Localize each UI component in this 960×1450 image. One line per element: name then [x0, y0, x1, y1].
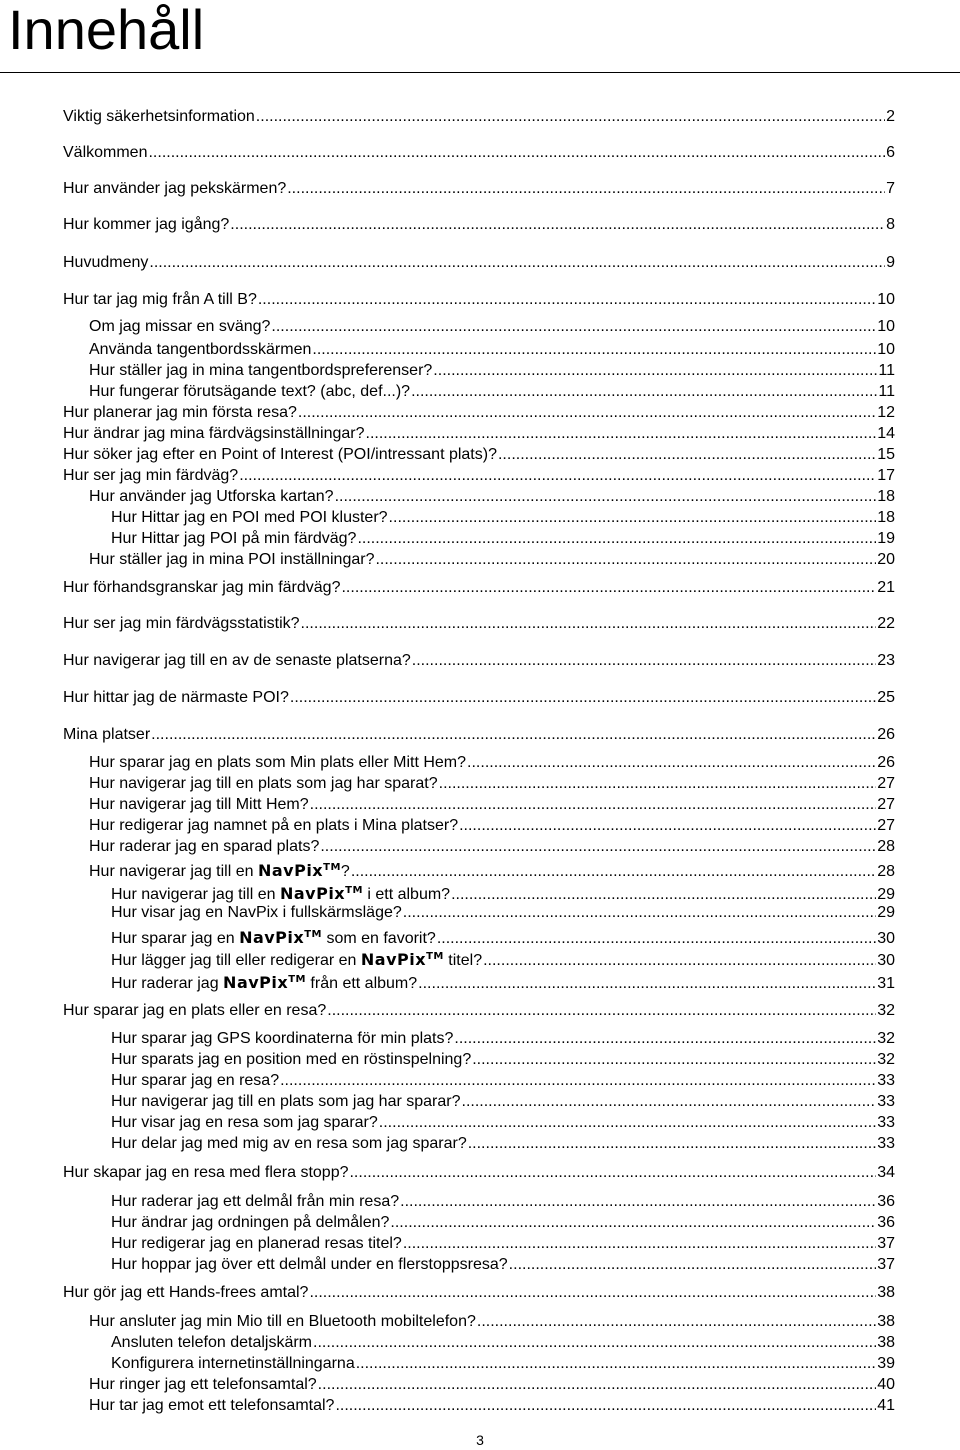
toc-entry[interactable] [89, 487, 895, 507]
toc-entry-page: 33 [877, 1093, 895, 1110]
dot-leader [335, 1396, 876, 1416]
dot-leader [309, 1283, 876, 1303]
toc-entry[interactable] [89, 795, 895, 815]
toc-entry-label: Hur navigerar jag till Mitt Hem? [89, 796, 309, 813]
page-title: Innehåll [8, 0, 205, 61]
toc-entry-label: Hur ringer jag ett telefonsamtal? [89, 1376, 317, 1393]
toc-entry[interactable] [63, 445, 895, 465]
toc-entry-label: Hur fungerar förutsägande text? (abc, def...)? [89, 383, 411, 400]
dot-leader [462, 1092, 877, 1112]
toc-entry-label: Hur ändrar jag mina färdvägsinställningar? [63, 425, 365, 442]
toc-entry-page: 38 [877, 1313, 895, 1330]
toc-entry-page: 28 [877, 838, 895, 855]
toc-entry-label: Hur skapar jag en resa med flera stopp? [63, 1164, 349, 1181]
toc-entry[interactable] [89, 550, 895, 570]
navpix-brand [280, 884, 363, 903]
dot-leader [356, 1354, 876, 1374]
dot-leader [477, 1312, 876, 1332]
dot-leader [403, 1234, 876, 1254]
toc-entry-label: Viktig säkerhetsinformation [63, 108, 255, 125]
navpix-brand-name: NavPix [360, 950, 427, 969]
toc-entry-label: Hur sparar jag GPS koordinaterna för min plats? [111, 1030, 454, 1047]
toc-entry-label: Hur hoppar jag över ett delmål under en flerstoppsresa? [111, 1256, 508, 1273]
dot-leader [379, 1113, 876, 1133]
toc-entry[interactable] [111, 1234, 895, 1254]
dot-leader [459, 816, 876, 836]
toc-entry-page: 38 [877, 1334, 895, 1351]
dot-leader [468, 1134, 876, 1154]
toc-entry-label: Om jag missar en sväng? [89, 318, 271, 335]
toc-entry-page: 11 [878, 362, 895, 379]
dot-leader [472, 1050, 876, 1070]
toc-entry-label: Hur planerar jag min första resa? [63, 404, 297, 421]
navpix-brand-name: NavPix [239, 928, 305, 947]
dot-leader [280, 1071, 876, 1091]
toc-entry-page: 10 [877, 318, 895, 335]
toc-entry-label [111, 881, 450, 905]
toc-entry-page: 38 [877, 1284, 895, 1301]
dot-leader [313, 1333, 876, 1353]
navpix-brand-name: NavPix [279, 884, 346, 903]
page-number: 3 [476, 1432, 484, 1448]
toc-entry-label-post: från ett album? [305, 975, 418, 992]
dot-leader [439, 774, 877, 794]
toc-entry-label: Hur Hittar jag en POI med POI kluster? [111, 509, 388, 526]
dot-leader [451, 885, 876, 905]
toc-entry[interactable] [89, 858, 895, 882]
navpix-brand [239, 928, 322, 947]
toc-entry-label: Konfigurera internetinställningarna [111, 1355, 355, 1372]
toc-entry-page: 25 [877, 689, 895, 706]
dot-leader [148, 143, 885, 163]
dot-leader [327, 1001, 876, 1021]
toc-entry[interactable] [63, 725, 895, 745]
toc-entry-label: Hur ser jag min färdväg? [63, 467, 239, 484]
toc-entry-label: Mina platser [63, 726, 151, 743]
dot-leader [301, 614, 877, 634]
toc-entry[interactable] [89, 1396, 895, 1416]
toc-entry-label: Hur tar jag emot ett telefonsamtal? [89, 1397, 335, 1414]
toc-entry[interactable] [89, 753, 895, 773]
toc-entry-page: 10 [877, 291, 895, 308]
dot-leader [375, 550, 876, 570]
toc-entry-page: 27 [877, 796, 895, 813]
toc-entry-label: Hur Hittar jag POI på min färdväg? [111, 530, 357, 547]
toc-entry-label: Hur delar jag med mig av en resa som jag sparar? [111, 1135, 467, 1152]
toc-entry-label: Hur sparar jag en plats som Min plats eller Mitt Hem? [89, 754, 467, 771]
toc-entry-label: Hur redigerar jag namnet på en plats i Mina platser? [89, 817, 459, 834]
trademark-mark: TM [323, 862, 341, 873]
dot-leader [400, 1192, 876, 1212]
toc-entry[interactable] [89, 816, 895, 836]
toc-entry[interactable] [111, 1134, 895, 1154]
toc-entry-label: Hur ändrar jag ordningen på delmålen? [111, 1214, 390, 1231]
dot-leader [320, 837, 876, 857]
toc-entry-label: Hur visar jag en resa som jag sparar? [111, 1114, 378, 1131]
toc-entry-label: Ansluten telefon detaljskärm [111, 1334, 312, 1351]
toc-entry-page: 27 [877, 775, 895, 792]
toc-entry[interactable] [111, 1050, 895, 1070]
toc-entry[interactable] [111, 1255, 895, 1275]
toc-entry[interactable] [111, 903, 895, 923]
navpix-brand [258, 861, 341, 880]
dot-leader [341, 578, 876, 598]
dot-leader [498, 445, 876, 465]
toc-entry-label-pre: Hur raderar jag [111, 975, 224, 992]
toc-entry-page: 37 [877, 1235, 895, 1252]
dot-leader [467, 753, 876, 773]
toc-entry-page: 21 [877, 579, 895, 596]
toc-entry-label: Hur raderar jag en sparad plats? [89, 838, 320, 855]
toc-entry-label: Hur sparats jag en position med en röstinspelning? [111, 1051, 472, 1068]
toc-entry-label-pre: Hur navigerar jag till en [89, 863, 258, 880]
dot-leader [312, 340, 876, 360]
toc-entry-page: 19 [877, 530, 895, 547]
dot-leader [483, 951, 876, 971]
dot-leader [239, 466, 876, 486]
toc-entry-label: Hur sparar jag en plats eller en resa? [63, 1002, 327, 1019]
toc-entry[interactable] [111, 1071, 895, 1091]
toc-entry[interactable] [111, 1029, 895, 1049]
toc-entry-label: Använda tangentbordsskärmen [89, 341, 312, 358]
toc-entry-page: 31 [877, 975, 895, 992]
toc-entry[interactable] [89, 1312, 895, 1332]
toc-entry-label [111, 970, 417, 994]
toc-entry[interactable] [63, 107, 895, 127]
toc-entry-label: Hur navigerar jag till en plats som jag har sparar? [111, 1093, 461, 1110]
dot-leader [437, 929, 876, 949]
navpix-brand-name: NavPix [257, 861, 324, 880]
toc-entry[interactable] [89, 317, 895, 337]
navpix-brand [223, 973, 306, 992]
toc-entry-label-pre: Hur sparar jag en [111, 930, 240, 947]
toc-entry[interactable] [63, 688, 895, 708]
toc-entry-label: Hur navigerar jag till en plats som jag har sparat? [89, 775, 438, 792]
toc-entry[interactable] [89, 340, 895, 360]
toc-entry-label-pre: Hur navigerar jag till en [111, 886, 280, 903]
dot-leader [290, 688, 876, 708]
trademark-mark: TM [304, 929, 322, 940]
toc-entry-page: 26 [877, 754, 895, 771]
dot-leader [366, 424, 877, 444]
toc-entry[interactable] [111, 1354, 895, 1374]
toc-entry-label: Hur hittar jag de närmaste POI? [63, 689, 289, 706]
toc-entry-page: 12 [877, 404, 895, 421]
toc-entry-page: 33 [877, 1114, 895, 1131]
toc-entry[interactable] [63, 614, 895, 634]
toc-entry-page: 39 [877, 1355, 895, 1372]
toc-entry[interactable] [89, 1375, 895, 1395]
toc-entry-label-post: ? [340, 863, 350, 880]
toc-entry[interactable] [63, 179, 895, 199]
dot-leader [412, 651, 876, 671]
toc-entry-label: Hur ställer jag in mina POI inställningar? [89, 551, 375, 568]
toc-entry-label: Hur gör jag ett Hands-frees amtal? [63, 1284, 309, 1301]
toc-entry-label-post: i ett album? [362, 886, 451, 903]
toc-entry-page: 26 [877, 726, 895, 743]
toc-entry-page: 41 [877, 1397, 895, 1414]
toc-entry-page: 14 [877, 425, 895, 442]
toc-entry-page: 27 [877, 817, 895, 834]
toc-entry-label: Hur ansluter jag min Mio till en Bluetooth mobiltelefon? [89, 1313, 476, 1330]
toc-entry-label [89, 858, 350, 882]
toc-entry[interactable] [63, 403, 895, 423]
dot-leader [509, 1255, 877, 1275]
toc-entry[interactable] [111, 1113, 895, 1133]
dot-leader [335, 487, 877, 507]
toc-entry-page: 17 [877, 467, 895, 484]
toc-entry-label-pre: Hur lägger jag till eller redigerar en [111, 952, 361, 969]
toc-entry-page: 15 [877, 446, 895, 463]
toc-entry-label: Hur kommer jag igång? [63, 216, 230, 233]
toc-entry-page: 32 [877, 1051, 895, 1068]
toc-entry[interactable] [111, 881, 895, 905]
toc-entry-page: 29 [877, 904, 895, 921]
toc-entry-label: Hur söker jag efter en Point of Interest (POI/intressant plats)? [63, 446, 497, 463]
toc-entry-page: 36 [877, 1214, 895, 1231]
dot-leader [271, 317, 876, 337]
toc-entry-page: 34 [877, 1164, 895, 1181]
dot-leader [454, 1029, 876, 1049]
toc-entry[interactable] [63, 1283, 895, 1303]
toc-entry[interactable] [63, 1163, 895, 1183]
dot-leader [287, 179, 885, 199]
toc-entry-page: 8 [886, 216, 895, 233]
toc-entry[interactable] [63, 578, 895, 598]
dot-leader [418, 974, 876, 994]
toc-entry[interactable] [63, 424, 895, 444]
toc-entry-label: Hur ställer jag in mina tangentbordspreferenser? [89, 362, 433, 379]
navpix-brand-name: NavPix [223, 973, 289, 992]
toc-entry[interactable] [89, 361, 895, 381]
dot-leader [390, 1213, 876, 1233]
toc-entry-page: 29 [877, 886, 895, 903]
toc-entry-page: 30 [877, 930, 895, 947]
toc-entry[interactable] [111, 1092, 895, 1112]
toc-entry-page: 22 [877, 615, 895, 632]
toc-entry[interactable] [111, 508, 895, 528]
toc-entry-label: Hur använder jag Utforska kartan? [89, 488, 334, 505]
dot-leader [357, 529, 876, 549]
dot-leader [230, 215, 885, 235]
toc-entry-label-post: titel? [443, 952, 483, 969]
toc-entry[interactable] [63, 215, 895, 235]
toc-entry[interactable] [89, 837, 895, 857]
toc-entry-page: 36 [877, 1193, 895, 1210]
dot-leader [298, 403, 876, 423]
dot-leader [256, 107, 885, 127]
toc-entry-label [111, 947, 482, 971]
dot-leader [349, 1163, 876, 1183]
toc-entry-label: Hur ser jag min färdvägsstatistik? [63, 615, 300, 632]
toc-entry-page: 33 [877, 1072, 895, 1089]
toc-entry-label: Hur förhandsgranskar jag min färdväg? [63, 579, 341, 596]
toc-entry-page: 32 [877, 1002, 895, 1019]
toc-entry-page: 30 [877, 952, 895, 969]
toc-entry[interactable] [111, 529, 895, 549]
toc-entry-page: 11 [878, 383, 895, 400]
trademark-mark: TM [426, 951, 444, 962]
toc-entry[interactable] [63, 466, 895, 486]
toc-entry-label: Hur navigerar jag till en av de senaste platserna? [63, 652, 411, 669]
toc-entry-label: Hur visar jag en NavPix i fullskärmsläge? [111, 904, 402, 921]
toc-entry-page: 40 [877, 1376, 895, 1393]
dot-leader [149, 253, 885, 273]
toc-entry-label: Hur tar jag mig från A till B? [63, 291, 257, 308]
toc-entry[interactable] [111, 925, 895, 949]
dot-leader [411, 382, 877, 402]
dot-leader [433, 361, 877, 381]
toc-entry[interactable] [111, 1333, 895, 1353]
toc-entry[interactable] [89, 382, 895, 402]
toc-entry-label: Hur använder jag pekskärmen? [63, 180, 287, 197]
toc-entry-page: 28 [877, 863, 895, 880]
dot-leader [310, 795, 877, 815]
dot-leader [403, 903, 876, 923]
toc-entry-label [111, 925, 436, 949]
toc-entry-page: 20 [877, 551, 895, 568]
toc-entry-page: 32 [877, 1030, 895, 1047]
dot-leader [389, 508, 877, 528]
toc-entry-page: 6 [886, 144, 895, 161]
toc-entry-page: 18 [877, 488, 895, 505]
dot-leader [351, 862, 876, 882]
dot-leader [318, 1375, 877, 1395]
toc-entry-label: Huvudmeny [63, 254, 149, 271]
toc-entry[interactable] [111, 1213, 895, 1233]
toc-entry-label: Välkommen [63, 144, 148, 161]
trademark-mark: TM [288, 974, 306, 985]
toc-entry-page: 33 [877, 1135, 895, 1152]
toc-entry[interactable] [111, 970, 895, 994]
toc-entry[interactable] [111, 1192, 895, 1212]
toc-entry-label: Hur sparar jag en resa? [111, 1072, 280, 1089]
dot-leader [258, 290, 876, 310]
toc-entry-page: 37 [877, 1256, 895, 1273]
toc-entry-page: 18 [877, 509, 895, 526]
toc-entry[interactable] [111, 947, 895, 971]
toc-entry[interactable] [89, 774, 895, 794]
dot-leader [151, 725, 876, 745]
title-divider [0, 72, 960, 73]
toc-entry[interactable] [63, 1001, 895, 1021]
toc-entry[interactable] [63, 143, 895, 163]
toc-entry[interactable] [63, 651, 895, 671]
toc-entry-label-post: som en favorit? [322, 930, 436, 947]
toc-entry-page: 23 [877, 652, 895, 669]
toc-entry-page: 2 [886, 108, 895, 125]
toc-entry[interactable] [63, 253, 895, 273]
toc-entry-page: 9 [886, 254, 895, 271]
toc-entry-page: 7 [886, 180, 895, 197]
toc-entry[interactable] [63, 290, 895, 310]
toc-entry-label: Hur raderar jag ett delmål från min resa? [111, 1193, 400, 1210]
toc-entry-label: Hur redigerar jag en planerad resas titel? [111, 1235, 402, 1252]
toc-entry-page: 10 [877, 341, 895, 358]
navpix-brand [361, 950, 444, 969]
trademark-mark: TM [345, 885, 363, 896]
